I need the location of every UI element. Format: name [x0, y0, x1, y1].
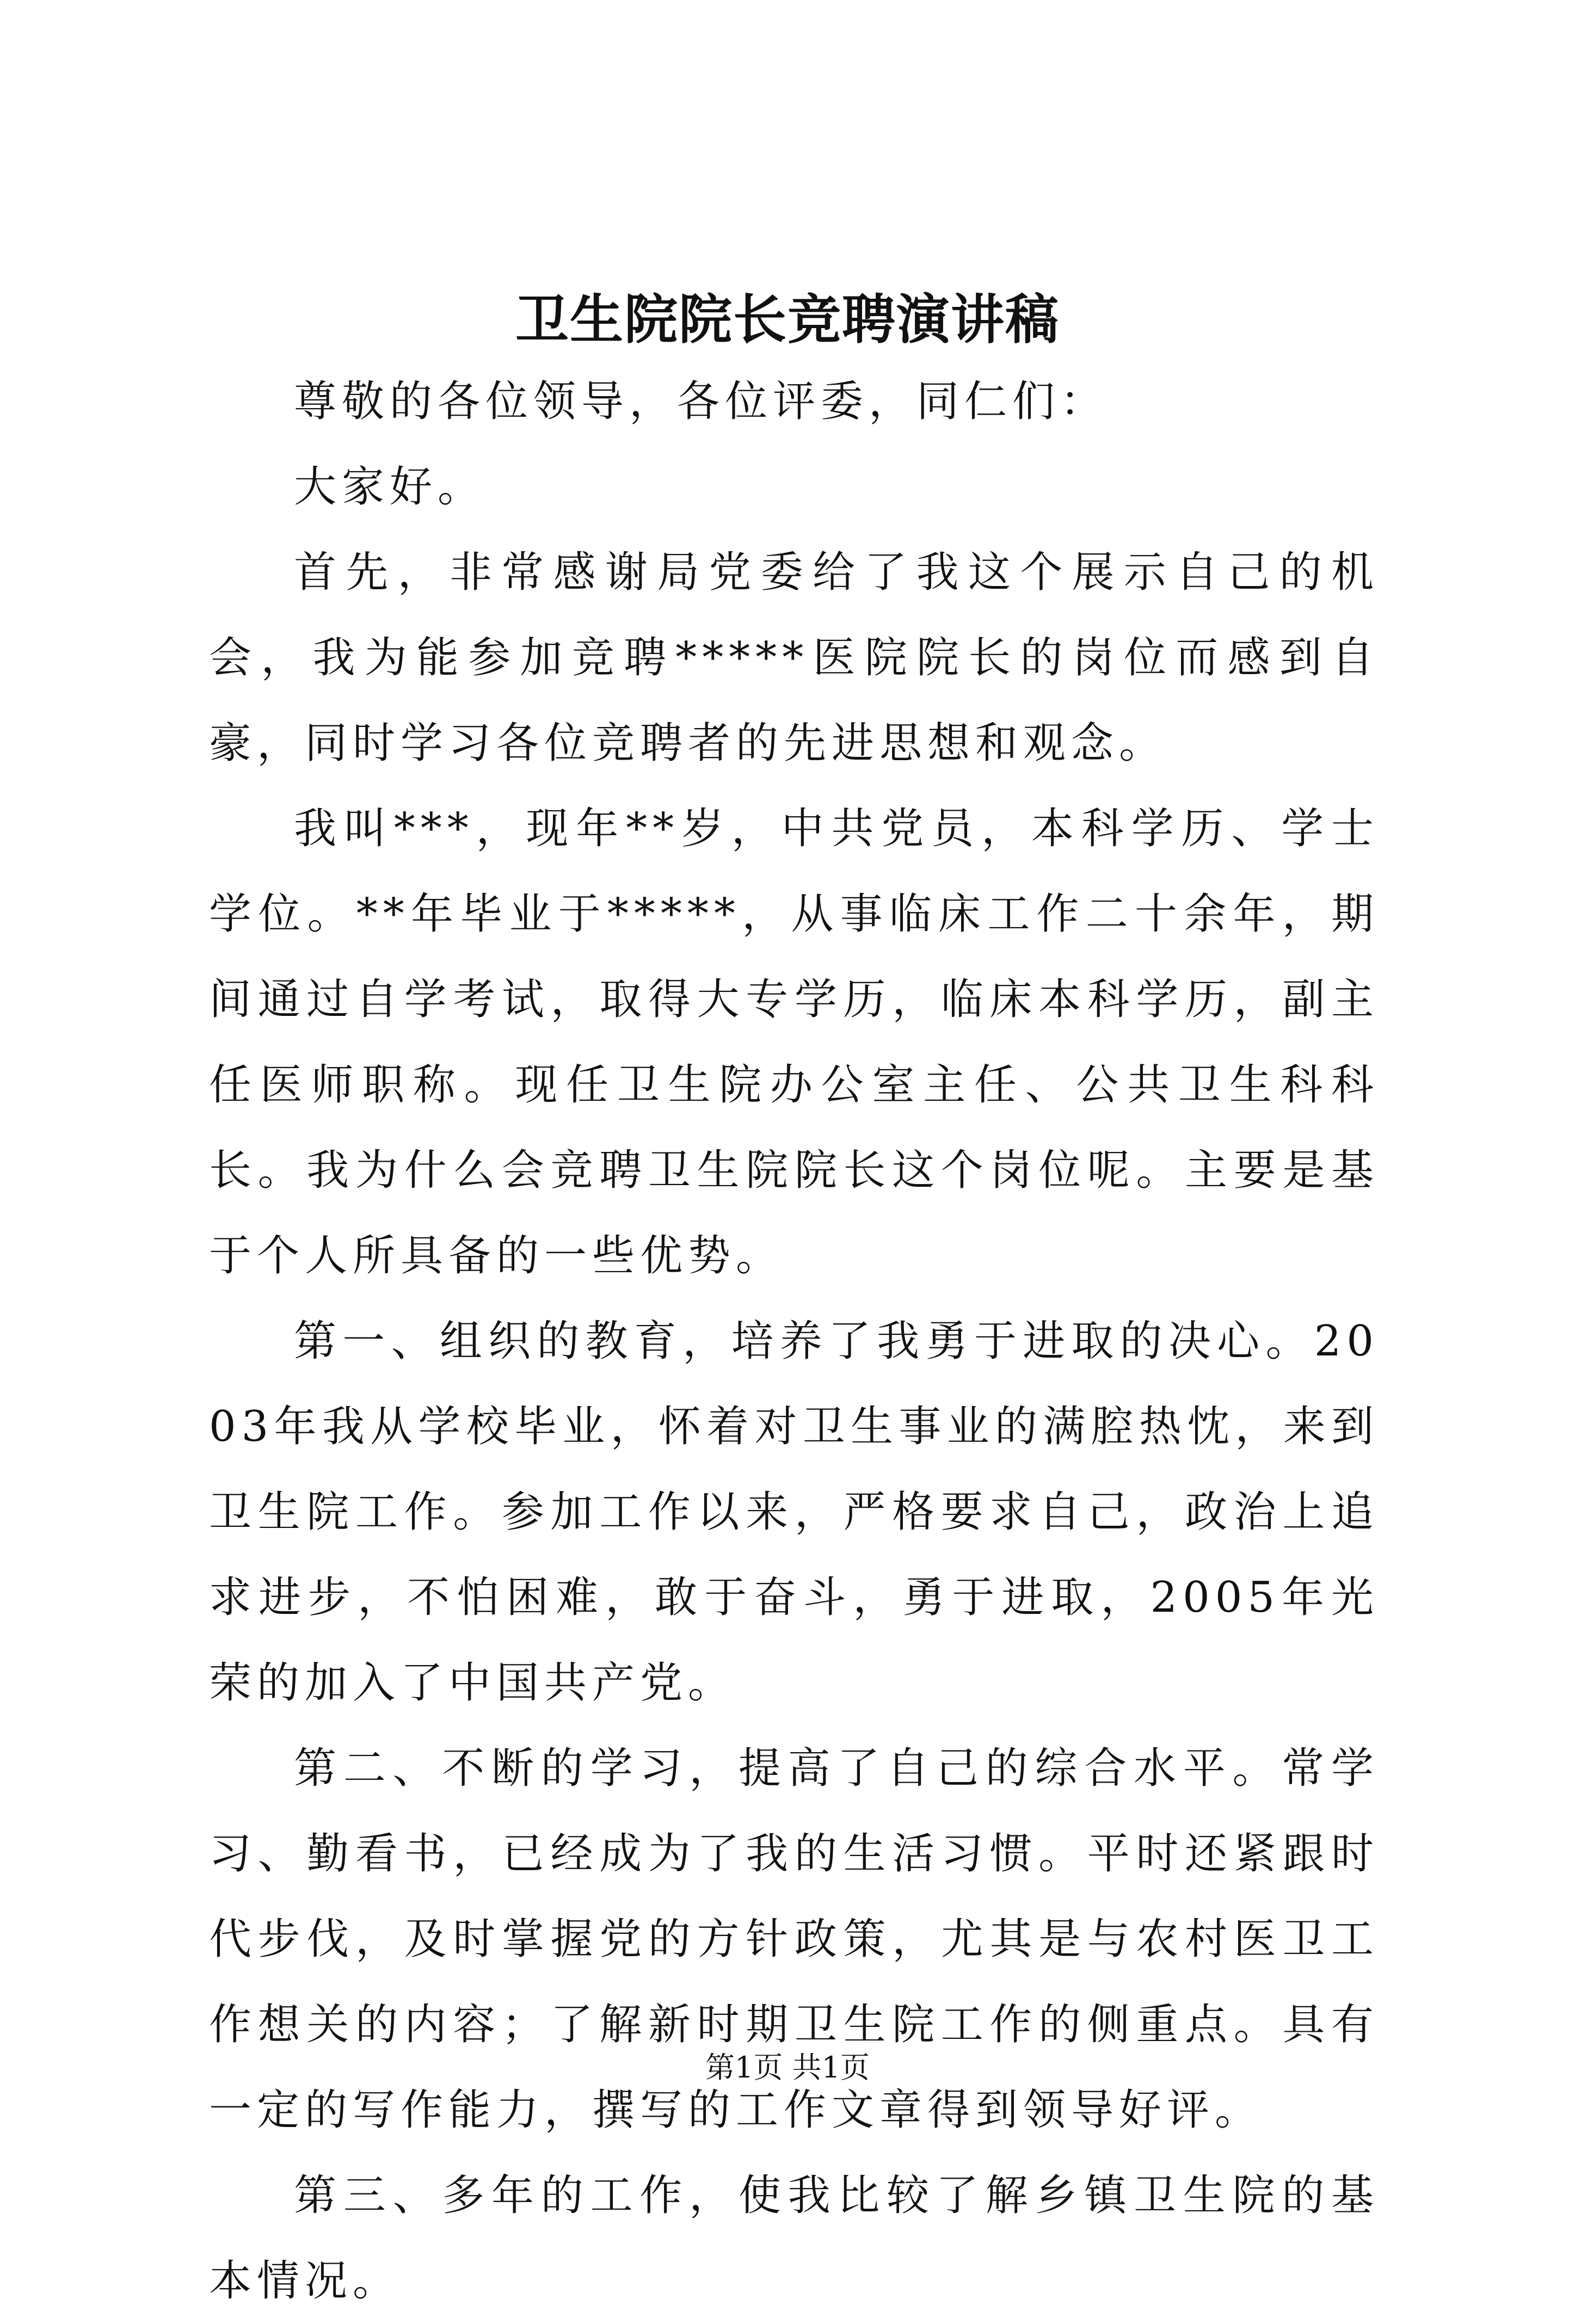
salutation-paragraph: 尊敬的各位领导，各位评委，同仁们：	[294, 377, 1109, 426]
self-introduction-paragraph: 我叫***，现年**岁，中共党员，本科学历、学士学位。**年毕业于*****，从事临床工作二十余年，期间通过自学考试，取得大专学历，临床本科学历，副主任医师职称。现任卫生院办公室主任、公共卫生科科长。我为什么会竞聘卫生院院长这个岗位呢。主要是基于个人所具备的一些优势。	[209, 804, 1379, 1280]
document-body	[209, 359, 1379, 2324]
opening-paragraph: 首先，非常感谢局党委给了我这个展示自己的机会，我为能参加竞聘*****医院院长的岗位而感到自豪，同时学习各位竞聘者的先进思想和观念。	[209, 548, 1379, 768]
second-advantage-paragraph: 第二、不断的学习，提高了自己的综合水平。常学习、勤看书，已经成为了我的生活习惯。平时还紧跟时代步伐，及时掌握党的方针政策，尤其是与农村医卫工作想关的内容；了解新时期卫生院工作的侧重点。具有一定的写作能力，撰写的工作文章得到领导好评。	[209, 1744, 1379, 2135]
document-title: 卫生院院长竞聘演讲稿	[515, 288, 1060, 351]
third-advantage-paragraph: 第三、多年的工作，使我比较了解乡镇卫生院的基本情况。	[209, 2171, 1379, 2305]
greeting-paragraph: 大家好。	[294, 463, 486, 511]
page-footer: 第1页 共1页	[705, 2050, 870, 2085]
first-advantage-paragraph: 第一、组织的教育，培养了我勇于进取的决心。2003年我从学校毕业，怀着对卫生事业的满腔热忱，来到卫生院工作。参加工作以来，严格要求自己，政治上追求进步，不怕困难，敢于奋斗，勇于进取，2005年光荣的加入了中国共产党。	[209, 1317, 1379, 1707]
